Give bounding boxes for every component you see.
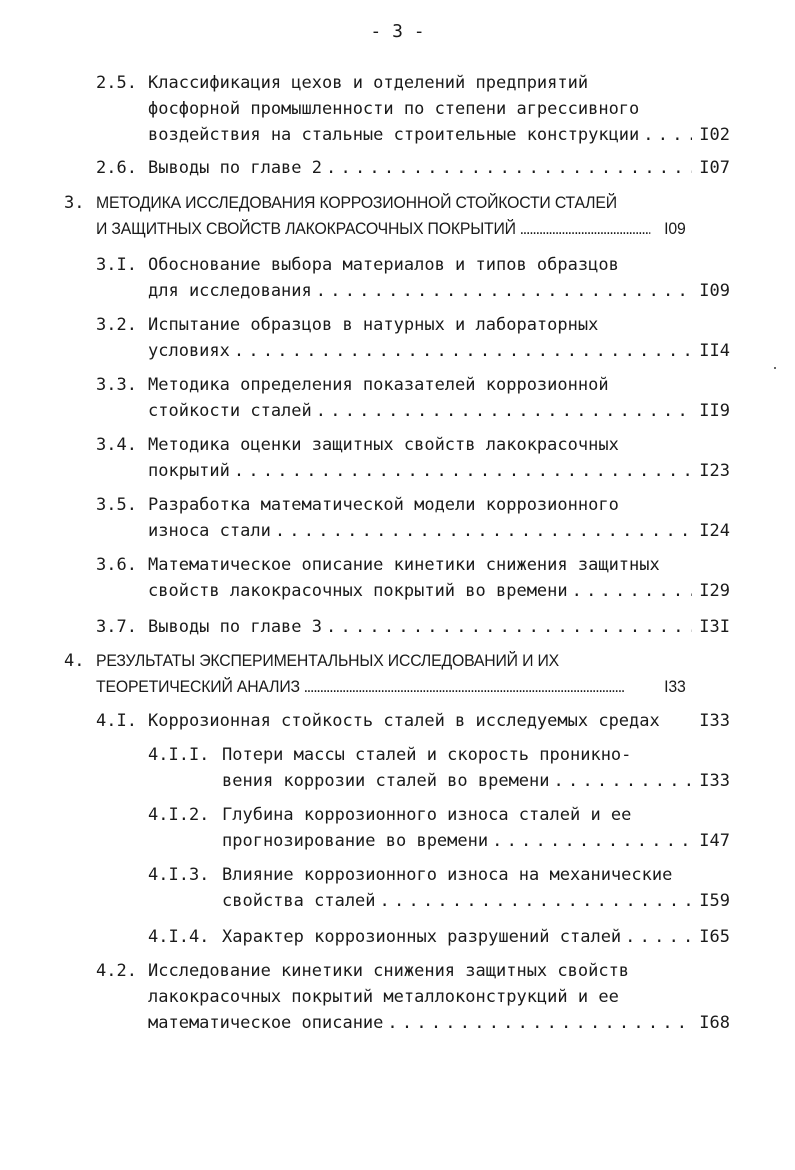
dot-leader [304, 674, 651, 700]
toc-entry-page: I33 [664, 677, 686, 696]
toc-entry-title-line: свойств лакокрасочных покрытий во времени [148, 581, 568, 601]
toc-entry [96, 708, 730, 734]
toc-entry [96, 70, 730, 148]
dot-leader [554, 768, 692, 794]
toc-entry-number: 2.6. [96, 158, 137, 178]
toc-entry-page: I02 [699, 125, 730, 145]
toc-entry-title-line: покрытий [148, 461, 230, 481]
toc-entry [96, 155, 730, 181]
toc-entry [96, 614, 730, 640]
toc-entry [96, 372, 730, 424]
dot-leader [275, 518, 692, 544]
toc-entry-number: 4. [64, 651, 85, 671]
toc-entry-number: 3.6. [96, 555, 137, 575]
toc-entry-number: 3.I. [96, 255, 137, 275]
toc-entry-number: 3. [64, 193, 85, 213]
toc-entry-page: I23 [699, 461, 730, 481]
toc-entry-page: I24 [699, 521, 730, 541]
toc-entry-number: 3.7. [96, 617, 137, 637]
dot-leader [316, 398, 692, 424]
toc-entry [148, 742, 730, 794]
dot-leader [316, 278, 692, 304]
toc-entry-title-line: ТЕОРЕТИЧЕСКИЙ АНАЛИЗ [96, 677, 300, 696]
toc-entry-title-line: Испытание образцов в натурных и лабораторных [148, 315, 599, 335]
toc-entry-page: I09 [699, 281, 730, 301]
toc-entry-title-line: условиях [148, 341, 230, 361]
toc-entry-number: 4.I.4. [148, 927, 210, 947]
toc-entry-title-line: Методика определения показателей коррозионной [148, 375, 609, 395]
toc-entry-title-line: прогнозирование во времени [222, 831, 489, 851]
toc-entry-title-line: износа стали [148, 521, 271, 541]
page-number: - 3 - [370, 21, 425, 42]
dot-leader [625, 924, 692, 950]
toc-entry-title-line: фосфорной промышленности по степени агрессивного [148, 99, 640, 119]
toc-entry-title-line: Обоснование выбора материалов и типов образцов [148, 255, 619, 275]
toc-entry-page: I09 [664, 219, 686, 238]
toc-entry-number: 3.4. [96, 435, 137, 455]
toc-entry-title-line: лакокрасочных покрытий металлоконструкций и ее [148, 987, 619, 1007]
toc-entry-title-line: для исследования [148, 281, 312, 301]
toc-entry-number: 3.3. [96, 375, 137, 395]
toc-entry-number: 4.2. [96, 961, 137, 981]
toc-entry-page: I47 [699, 831, 730, 851]
toc-entry [148, 924, 730, 950]
toc-entry-number: 3.5. [96, 495, 137, 515]
toc-entry-title-line: Коррозионная стойкость сталей в исследуемых средах [148, 711, 660, 731]
toc-entry-title-line: МЕТОДИКА ИССЛЕДОВАНИЯ КОРРОЗИОННОЙ СТОЙКОСТИ СТАЛЕЙ [96, 193, 617, 212]
dot-leader [387, 1010, 692, 1036]
toc-entry-number: 4.I.2. [148, 805, 210, 825]
dot-leader [492, 828, 692, 854]
dot-leader [234, 338, 692, 364]
toc-entry-number: 2.5. [96, 73, 137, 93]
toc-entry-page: I33 [699, 711, 730, 731]
toc-entry [148, 802, 730, 854]
toc-entry [96, 492, 730, 544]
toc-entry-title-line: Глубина коррозионного износа сталей и ее [222, 805, 632, 825]
toc-chapter [64, 648, 730, 700]
dot-leader [326, 155, 692, 181]
dot-leader [380, 888, 692, 914]
toc-entry-page: I33 [699, 771, 730, 791]
toc-entry [96, 312, 730, 364]
toc-entry-number: 3.2. [96, 315, 137, 335]
toc-entry-page: I29 [699, 581, 730, 601]
toc-entry-title-line: РЕЗУЛЬТАТЫ ЭКСПЕРИМЕНТАЛЬНЫХ ИССЛЕДОВАНИЙ И ИХ [96, 651, 559, 670]
toc-entry-page: II4 [699, 341, 730, 361]
toc-entry-page: I59 [699, 891, 730, 911]
toc-entry-title-line: воздействия на стальные строительные конструкции [148, 125, 640, 145]
toc-entry-number: 4.I.3. [148, 865, 210, 885]
toc-chapter [64, 190, 730, 242]
toc-entry-title-line: Классификация цехов и отделений предприятий [148, 73, 589, 93]
toc-entry-number: 4.I. [96, 711, 137, 731]
toc-entry-title-line: Разработка математической модели коррозионного [148, 495, 619, 515]
toc-entry-page: I68 [699, 1013, 730, 1033]
toc-entry-title-line: Выводы по главе 3 [148, 617, 322, 637]
dot-leader [643, 122, 692, 148]
toc-entry [96, 958, 730, 1036]
toc-entry [148, 862, 730, 914]
toc-entry-title-line: Потери массы сталей и скорость проникно- [222, 745, 632, 765]
toc-entry-title-line: вения коррозии сталей во времени [222, 771, 550, 791]
toc-entry-page: I65 [699, 927, 730, 947]
toc-entry-title-line: Методика оценки защитных свойств лакокрасочных [148, 435, 619, 455]
stray-mark [774, 367, 776, 369]
toc-entry-title-line: стойкости сталей [148, 401, 312, 421]
dot-leader [520, 216, 651, 242]
toc-entry-title-line: Влияние коррозионного износа на механические [222, 865, 673, 885]
dot-leader [572, 578, 692, 604]
toc-entry-title-line: Выводы по главе 2 [148, 158, 322, 178]
toc-entry-title-line: свойства сталей [222, 891, 376, 911]
toc-entry [96, 552, 730, 604]
dot-leader [326, 614, 692, 640]
toc-entry-page: II9 [699, 401, 730, 421]
toc-entry-title-line: И ЗАЩИТНЫХ СВОЙСТВ ЛАКОКРАСОЧНЫХ ПОКРЫТИЙ [96, 219, 516, 238]
toc-entry [96, 252, 730, 304]
toc-entry-page: I07 [699, 158, 730, 178]
toc-entry-number: 4.I.I. [148, 745, 210, 765]
toc-entry-title-line: математическое описание [148, 1013, 384, 1033]
toc-entry-title-line: Математическое описание кинетики снижения защитных [148, 555, 660, 575]
dot-leader [234, 458, 692, 484]
toc-entry-page: I3I [699, 617, 730, 637]
toc-entry-title-line: Исследование кинетики снижения защитных свойств [148, 961, 630, 981]
toc-entry [96, 432, 730, 484]
toc-entry-title-line: Характер коррозионных разрушений сталей [222, 927, 622, 947]
